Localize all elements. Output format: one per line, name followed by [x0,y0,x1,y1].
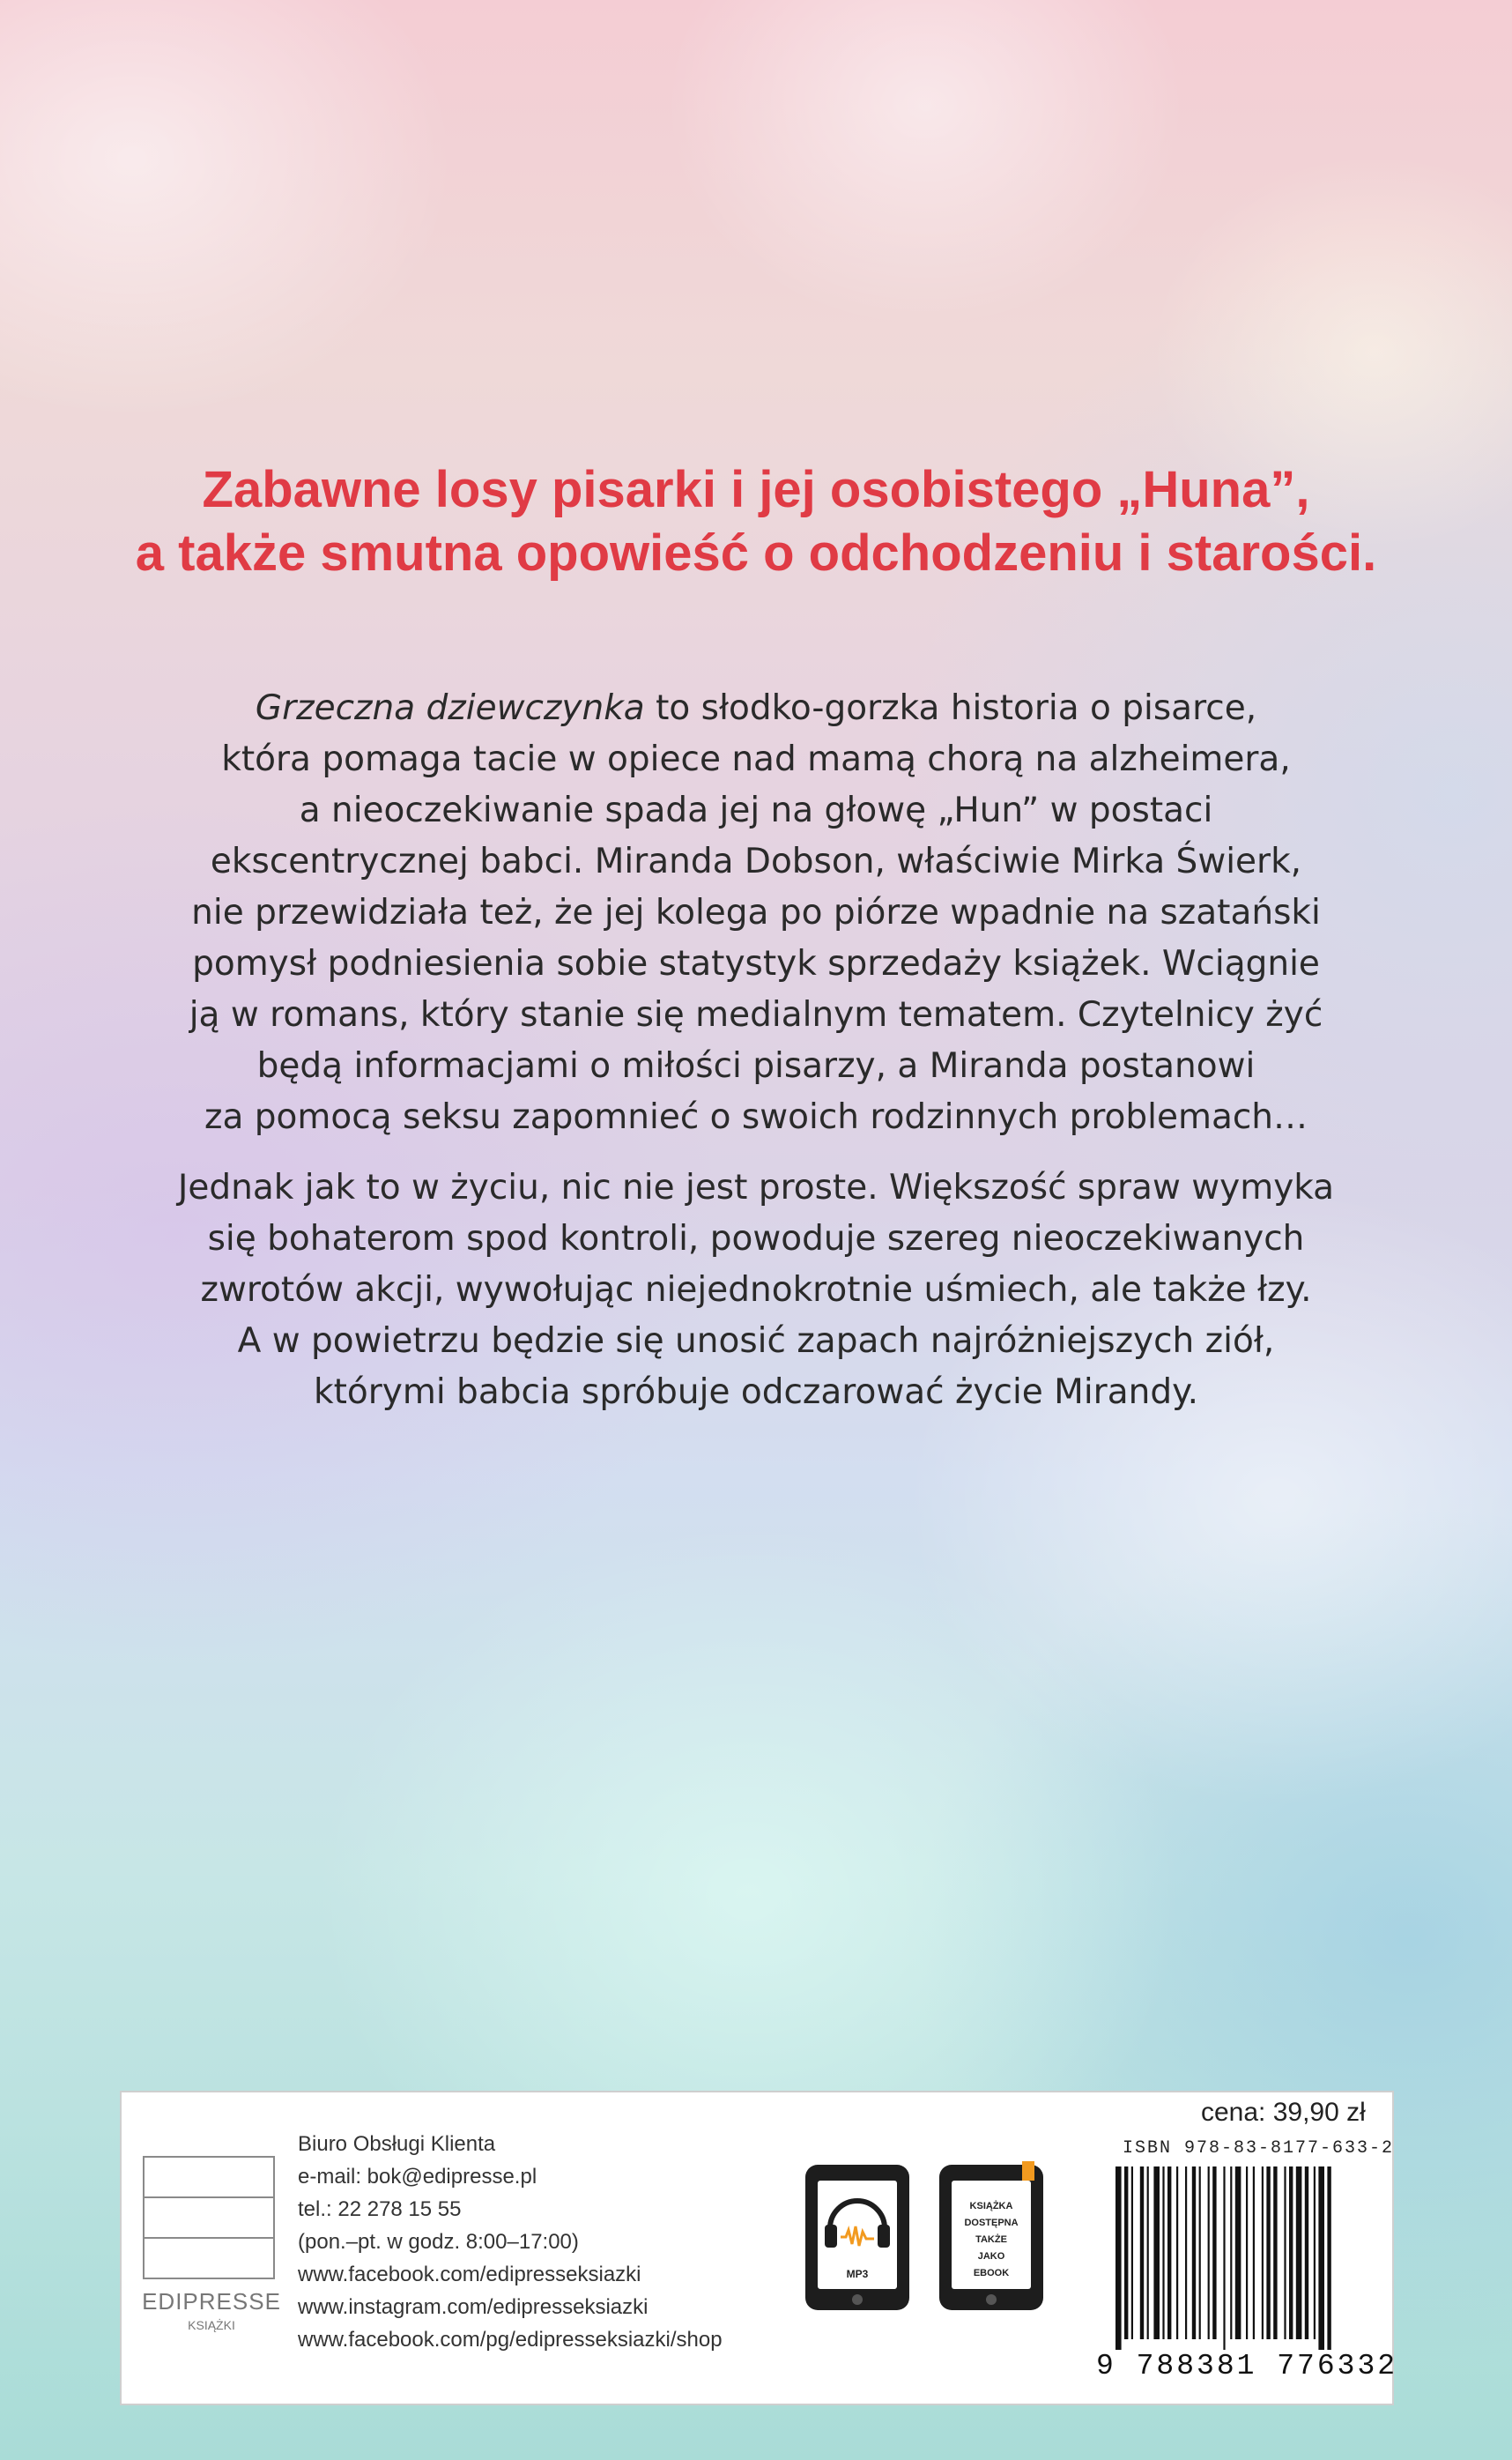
mp3-badge [805,2165,909,2310]
blurb-line: nie przewidziała też, że jej kolega po piórze wpadnie na szatański [191,893,1321,933]
publisher-info-panel [120,2091,1398,2405]
blurb-line: się bohaterom spod kontroli, powoduje szereg nieoczekiwanych [207,1219,1305,1259]
barcode-bar [1305,2166,1308,2339]
paragraph-gap [70,1143,1442,1163]
blurb-line: Jednak jak to w życiu, nic nie jest proste. Większość spraw wymyka [177,1168,1335,1208]
contact-shop: www.facebook.com/pg/edipresseksiazki/shop [298,2328,723,2352]
ebook-text-line: JAKO [977,2251,1005,2262]
barcode-bar [1192,2166,1196,2339]
bookmark-ribbon-icon [1022,2161,1034,2181]
price: cena: 39,90 zł [1201,2098,1366,2127]
barcode-bar [1124,2166,1128,2339]
barcode-bar [1185,2166,1187,2339]
blurb-line-rest: to słodko-gorzka historia o pisarce, [644,688,1257,728]
mp3-label: MP3 [846,2268,869,2280]
blurb-line: będą informacjami o miłości pisarzy, a Miranda postanowi [256,1046,1256,1086]
barcode-bar [1208,2166,1210,2339]
barcode-bar [1176,2166,1178,2339]
ebook-text-line: TAKŻE [975,2234,1007,2245]
ebook-text-line: EBOOK [973,2268,1010,2278]
contact-email: e-mail: bok@edipresse.pl [298,2165,537,2189]
contact-heading: Biuro Obsługi Klienta [298,2132,496,2156]
blurb-line: ekscentrycznej babci. Miranda Dobson, właściwie Mirka Świerk, [210,842,1302,881]
customer-service-contact [298,2128,723,2356]
blurb-line: A w powietrzu będzie się unosić zapach najróżniejszych ziół, [237,1321,1275,1361]
blurb-line: za pomocą seksu zapomnieć o swoich rodzinnych problemach… [204,1097,1308,1137]
isbn: ISBN 978-83-8177-633-2 [1123,2138,1395,2159]
headphones-icon [818,2186,897,2256]
ebook-reader-icon [952,2181,1031,2289]
barcode-bar [1246,2166,1248,2339]
ebook-text-line: DOSTĘPNA [964,2218,1019,2228]
book-title: Grzeczna dziewczynka [255,688,645,728]
barcode-bar [1212,2166,1216,2339]
barcode-bar [1153,2166,1160,2339]
barcode-bar [1131,2166,1133,2339]
mp3-screen [818,2181,897,2289]
logo-name: EDIPRESSE [142,2288,281,2315]
barcode-bar [1235,2166,1241,2339]
edipresse-logo [143,2156,275,2279]
barcode-bar [1284,2166,1286,2339]
logo-bar [145,2196,273,2198]
barcode-bar [1230,2166,1232,2339]
barcode-digits: 9 788381 776332 [1096,2350,1398,2382]
barcode-bar [1314,2166,1316,2339]
contact-facebook: www.facebook.com/edipresseksiazki [298,2263,641,2286]
barcode-bar [1273,2166,1277,2339]
blurb-line: ją w romans, który stanie się medialnym tematem. Czytelnicy żyć [189,995,1323,1035]
blurb-line: która pomaga tacie w opiece nad mamą chorą na alzheimera, [221,739,1291,779]
barcode-bar [1296,2166,1302,2339]
barcode-bar [1167,2166,1171,2339]
headline-line-2: a także smutna opowieść o odchodzeniu i starości. [135,524,1377,582]
barcode-bar [1223,2166,1225,2350]
barcode-bar [1115,2166,1122,2350]
barcode-bar [1318,2166,1324,2350]
blurb [70,683,1442,1418]
ebook-badge [939,2165,1043,2310]
barcode-bar [1199,2166,1201,2339]
contact-hours: (pon.–pt. w godz. 8:00–17:00) [298,2230,579,2254]
logo-bar [145,2237,273,2239]
barcode [1115,2166,1380,2350]
barcode-bar [1289,2166,1293,2339]
blurb-line [70,683,1442,734]
barcode-bar [1262,2166,1264,2339]
blurb-line: a nieoczekiwanie spada jej na głowę „Hun” w postaci [299,791,1213,830]
blurb-line: którymi babcia spróbuje odczarować życie Mirandy. [313,1372,1198,1412]
contact-phone: tel.: 22 278 15 55 [298,2197,462,2221]
headline [53,458,1459,585]
barcode-bar [1327,2166,1330,2350]
headline-line-1: Zabawne losy pisarki i jej osobistego „Huna”, [202,461,1310,518]
ebook-text-line: KSIĄŻKA [969,2201,1013,2211]
ebook-text [952,2198,1031,2282]
blurb-line: zwrotów akcji, wywołując niejednokrotnie uśmiech, ale także łzy. [200,1270,1312,1310]
barcode-bar [1140,2166,1144,2339]
barcode-bar [1253,2166,1255,2339]
barcode-bar [1147,2166,1149,2339]
contact-instagram: www.instagram.com/edipresseksiazki [298,2295,649,2319]
barcode-bar [1266,2166,1270,2339]
barcode-bar [1162,2166,1164,2339]
logo-subtitle: KSIĄŻKI [188,2318,235,2332]
device-button [986,2294,997,2305]
blurb-line: pomysł podniesienia sobie statystyk sprzedaży książek. Wciągnie [192,944,1320,984]
device-button [852,2294,863,2305]
